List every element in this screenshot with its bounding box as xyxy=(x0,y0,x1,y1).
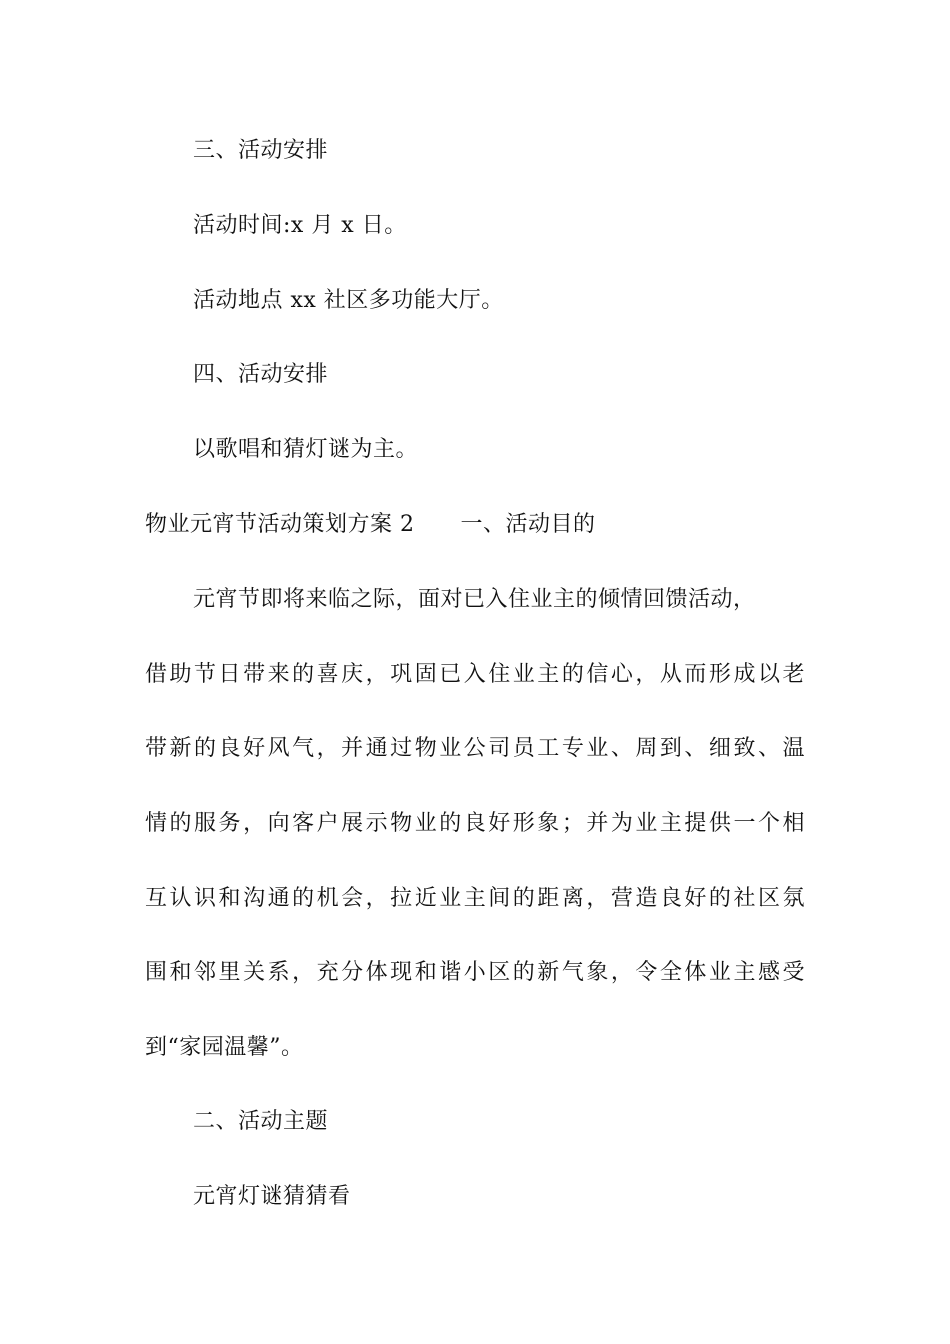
purpose-paragraph-line: 情的服务，向客户展示物业的良好形象；并为业主提供一个相 xyxy=(145,811,805,836)
section3-heading: 三、活动安排 xyxy=(193,138,329,163)
section4-heading: 四、活动安排 xyxy=(193,362,329,387)
plan2-title-row xyxy=(145,510,805,540)
purpose-paragraph-line: 元宵节即将来临之际，面对已入住业主的倾情回馈活动， xyxy=(193,587,756,612)
activity-place: 活动地点 xx 社区多功能大厅。 xyxy=(193,288,504,313)
purpose-paragraph-line: 围和邻里关系，充分体现和谐小区的新气象，令全体业主感受 xyxy=(145,960,805,985)
purpose-paragraph-line: 到“家园温馨”。 xyxy=(145,1035,304,1060)
activity-time: 活动时间:x 月 x 日。 xyxy=(193,213,407,238)
theme-content: 元宵灯谜猜猜看 xyxy=(193,1184,351,1209)
plan2-title: 物业元宵节活动策划方案 2 xyxy=(145,512,415,537)
purpose-paragraph-line: 带新的良好风气，并通过物业公司员工专业、周到、细致、温 xyxy=(145,736,805,761)
theme-heading: 二、活动主题 xyxy=(193,1109,329,1134)
purpose-paragraph-line: 互认识和沟通的机会，拉近业主间的距离，营造良好的社区氛 xyxy=(145,886,805,911)
purpose-paragraph-line: 借助节日带来的喜庆，巩固已入住业主的信心，从而形成以老 xyxy=(145,662,805,687)
purpose-heading: 一、活动目的 xyxy=(460,512,596,537)
section4-content: 以歌唱和猜灯谜为主。 xyxy=(193,437,419,462)
